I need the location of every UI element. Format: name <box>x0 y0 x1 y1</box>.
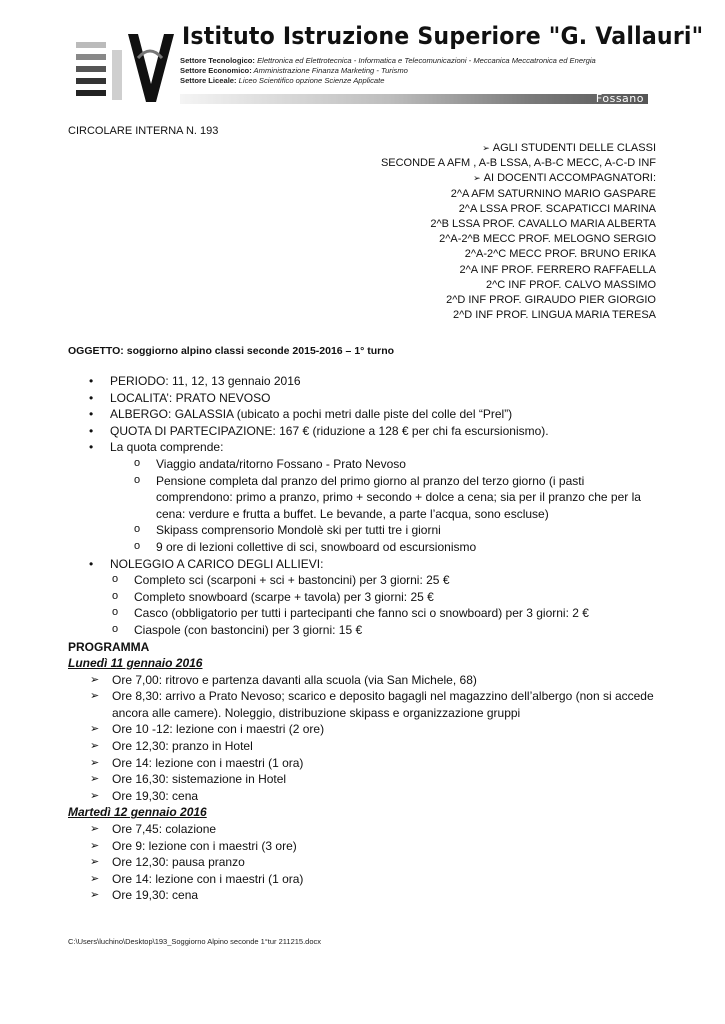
recipient-teachers: ➢ AI DOCENTI ACCOMPAGNATORI: <box>473 172 656 185</box>
teacher-line: 2^A-2^B MECC PROF. MELOGNO SERGIO <box>439 233 656 246</box>
teacher-line: 2^A LSSA PROF. SCAPATICCI MARINA <box>458 202 656 215</box>
teacher-line: 2^A-2^C MECC PROF. BRUNO ERIKA <box>464 248 656 261</box>
sector-line: Settore Economico: Amministrazione Finanza Marketing - Turismo <box>180 65 408 75</box>
sub-list-item: o Ciaspole (con bastoncini) per 3 giorni: 15 € <box>68 622 660 639</box>
school-name: Istituto Istruzione Superiore "G. Vallauri" <box>182 22 704 50</box>
list-item: • LOCALITA’: PRATO NEVOSO <box>68 390 660 407</box>
list-item: • La quota comprende: <box>68 439 660 456</box>
program-heading: PROGRAMMA <box>68 639 150 654</box>
list-item: • NOLEGGIO A CARICO DEGLI ALLIEVI: <box>68 556 660 573</box>
list-item: • PERIODO: 11, 12, 13 gennaio 2016 <box>68 373 660 390</box>
sub-list-item: o Viaggio andata/ritorno Fossano - Prato Nevoso <box>68 456 660 473</box>
schedule-item: ➢ Ore 8,30: arrivo a Prato Nevoso; scarico e deposito bagagli nel magazzino dell’albergo (non si accede ancora alle camere). Noleggio, distribuzione skipass e organizzazione gruppi <box>68 688 660 721</box>
letterhead-bar <box>180 94 648 104</box>
document-body <box>68 373 660 904</box>
sub-list-item: o Casco (obbligatorio per tutti i partecipanti che fanno sci o snowboard) per 3 giorni: 2 € <box>68 605 660 622</box>
file-path-footer: C:\Users\luchino\Desktop\193_Soggiorno Alpino seconde 1°tur 211215.docx <box>68 937 322 946</box>
schedule-item: ➢ Ore 19,30: cena <box>68 788 660 805</box>
sub-list-item: o Pensione completa dal pranzo del primo giorno al pranzo del terzo giorno (i pasti comprendono: primo a pranzo, primo + secondo + dolce a cena; sia per il pranzo che per la cena: verdure e frutta a buffet. Le bevande, a parte l’acqua, sono escluse) <box>68 473 660 523</box>
recipient-classes: SECONDE A AFM , A-B LSSA, A-B-C MECC, A-C-D INF <box>380 157 656 170</box>
sub-list-item: o Completo snowboard (scarpe + tavola) per 3 giorni: 25 € <box>68 589 660 606</box>
list-item: • QUOTA DI PARTECIPAZIONE: 167 € (riduzione a 128 € per chi fa escursionismo). <box>68 423 660 440</box>
recipient-students: ➢ AGLI STUDENTI DELLE CLASSI <box>482 142 656 154</box>
schedule-item: ➢ Ore 14: lezione con i maestri (1 ora) <box>68 871 660 888</box>
schedule-item: ➢ Ore 12,30: pausa pranzo <box>68 854 660 871</box>
recipients <box>381 141 656 323</box>
teacher-line: 2^A AFM SATURNINO MARIO GASPARE <box>450 187 656 200</box>
school-city: Fossano <box>595 92 644 105</box>
sub-list-item: o Completo sci (scarponi + sci + bastoncini) per 3 giorni: 25 € <box>68 572 660 589</box>
schedule-item: ➢ Ore 9: lezione con i maestri (3 ore) <box>68 838 660 855</box>
teacher-line: 2^B LSSA PROF. CAVALLO MARIA ALBERTA <box>430 218 656 231</box>
teacher-line: 2^A INF PROF. FERRERO RAFFAELLA <box>459 263 656 276</box>
schedule-item: ➢ Ore 10 -12: lezione con i maestri (2 ore) <box>68 721 660 738</box>
schedule-item: ➢ Ore 16,30: sistemazione in Hotel <box>68 771 660 788</box>
sub-list-item: o Skipass comprensorio Mondolè ski per tutti tre i giorni <box>68 522 660 539</box>
sub-list-item: o 9 ore di lezioni collettive di sci, snowboard od escursionismo <box>68 539 660 556</box>
arrow-bullet-icon: ➢ <box>482 143 490 153</box>
school-sectors <box>180 56 650 85</box>
schedule-item: ➢ Ore 19,30: cena <box>68 887 660 904</box>
teacher-line: 2^D INF PROF. LINGUA MARIA TERESA <box>452 309 656 322</box>
day-heading: Martedì 12 gennaio 2016 <box>68 805 207 820</box>
schedule-item: ➢ Ore 14: lezione con i maestri (1 ora) <box>68 755 660 772</box>
list-item: • ALBERGO: GALASSIA (ubicato a pochi metri dalle piste del colle del “Prel”) <box>68 406 660 423</box>
sector-line: Settore Liceale: Liceo Scientifico opzione Scienze Applicate <box>180 75 385 85</box>
teacher-line: 2^C INF PROF. CALVO MASSIMO <box>486 278 656 291</box>
school-logo-icon <box>76 24 176 108</box>
circolare-number: CIRCOLARE INTERNA N. 193 <box>68 125 219 137</box>
sector-line: Settore Tecnologico: Elettronica ed Elettrotecnica - Informatica e Telecomunicazioni - Meccanica Meccatronica ed Energia <box>180 56 596 65</box>
schedule-item: ➢ Ore 7,00: ritrovo e partenza davanti alla scuola (via San Michele, 68) <box>68 672 660 689</box>
teacher-line: 2^D INF PROF. GIRAUDO PIER GIORGIO <box>446 294 656 307</box>
letterhead <box>76 22 704 110</box>
schedule-item: ➢ Ore 7,45: colazione <box>68 821 660 838</box>
subject-line: OGGETTO: soggiorno alpino classi seconde 2015-2016 – 1° turno <box>68 345 395 357</box>
schedule-item: ➢ Ore 12,30: pranzo in Hotel <box>68 738 660 755</box>
arrow-bullet-icon: ➢ <box>473 173 481 184</box>
day-heading: Lunedì 11 gennaio 2016 <box>68 656 203 671</box>
